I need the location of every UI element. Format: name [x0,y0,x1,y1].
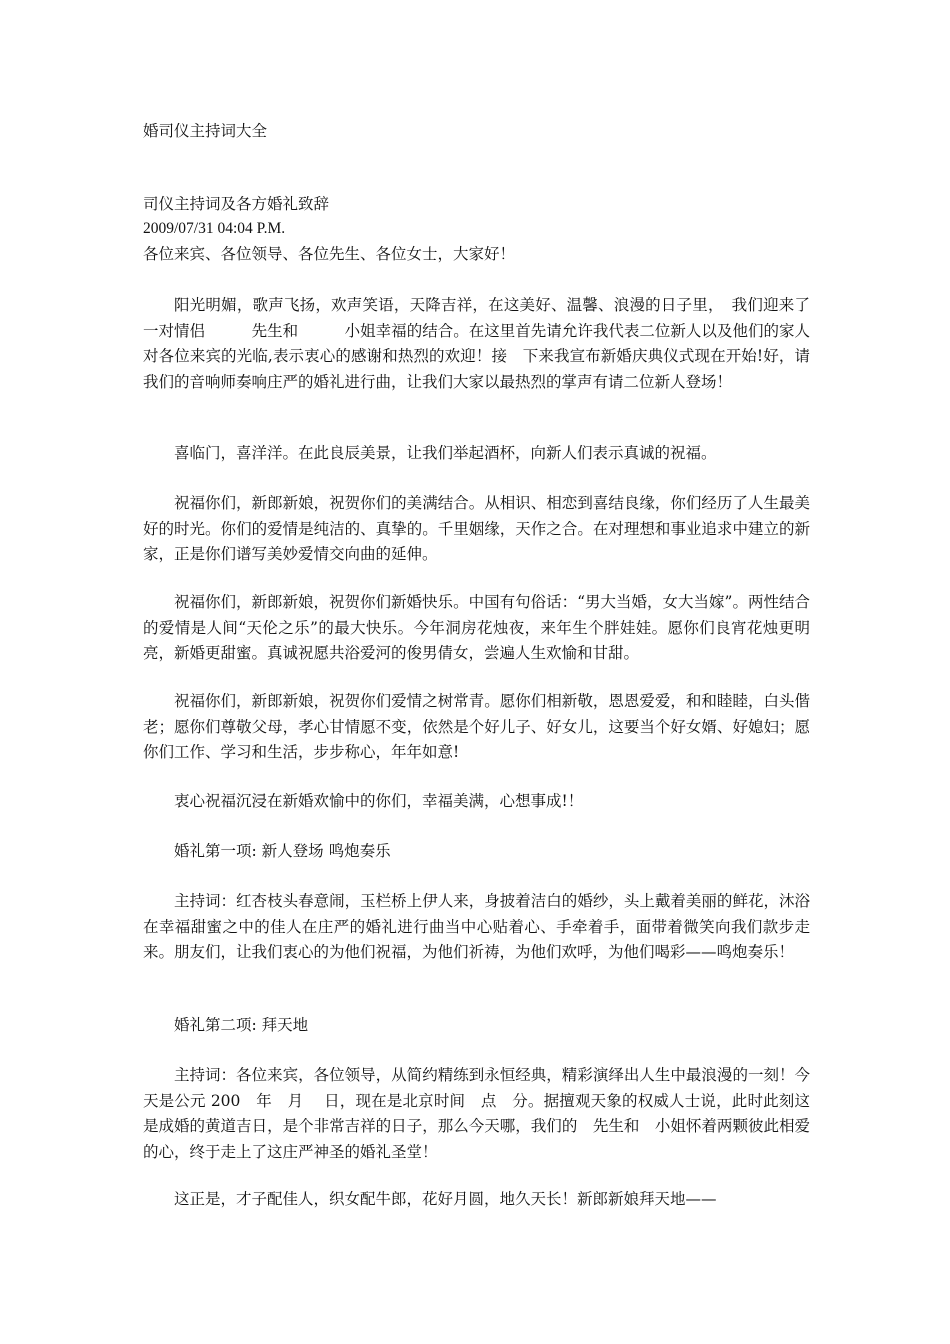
paragraph-host-1: 主持词：红杏枝头春意闹，玉栏桥上伊人来，身披着洁白的婚纱，头上戴着美丽的鲜花，沐浴在幸福甜蜜之中的佳人在庄严的婚礼进行曲当中心贴着心、手牵着手，面带着微笑向我们款步走来。朋友们，让我们衷心的为他们祝福，为他们祈祷，为他们欢呼，为他们喝彩——鸣炮奏乐！ [143,892,810,962]
greeting-line: 各位来宾、各位领导、各位先生、各位女士，大家好！ [143,245,516,263]
paragraph-wishes: 衷心祝福沉浸在新婚欢愉中的你们，幸福美满，心想事成!！ [174,792,584,810]
paragraph-opening: 阳光明媚，歌声飞扬，欢声笑语，天降吉祥，在这美好、温馨、浪漫的日子里， 我们迎来了一对情侣 先生和 小姐幸福的结合。在这里首先请允许我代表二位新人以及他们的家人对各位来宾的光临,表示衷心的感谢和热烈的欢迎！接 下来我宣布新婚庆典仪式现在开始!好，请我们的音响师奏响庄严的婚礼进行曲，让我们大家以最热烈的掌声有请二位新人登场！ [143,296,810,391]
section-heading-1: 婚礼第一项: 新人登场 鸣炮奏乐 [174,842,391,860]
paragraph-closing: 这正是，才子配佳人，织女配牛郎，花好月圆，地久天长！新郎新娘拜天地—— [174,1190,717,1208]
section-heading-2: 婚礼第二项: 拜天地 [174,1016,309,1034]
paragraph-host-2: 主持词：各位来宾，各位领导，从简约精练到永恒经典，精彩演绎出人生中最浪漫的一刻！今天是公元 200 年 月 日，现在是北京时间 点 分。据擅观天象的权威人士说，此时此刻这是成婚的黄道吉日，是个非常吉祥的日子，那么今天哪，我们的 先生和 小姐怀着两颗彼此相爱的心，终于走上了这庄严神圣的婚礼圣堂！ [143,1066,810,1161]
paragraph-toast: 喜临门，喜洋洋。在此良辰美景，让我们举起酒杯，向新人们表示真诚的祝福。 [174,444,717,462]
post-date: 2009/07/31 04:04 P.M. [143,220,286,237]
document-subtitle: 司仪主持词及各方婚礼致辞 [143,195,330,213]
paragraph-blessing-2: 祝福你们，新郎新娘，祝贺你们新婚快乐。中国有句俗话：“男大当婚，女大当嫁”。两性结合的爱情是人间“天伦之乐”的最大快乐。今年洞房花烛夜，来年生个胖娃娃。愿你们良宵花烛更明亮，新婚更甜蜜。真诚祝愿共浴爱河的俊男倩女，尝遍人生欢愉和甘甜。 [143,593,810,663]
paragraph-blessing-3: 祝福你们，新郎新娘，祝贺你们爱情之树常青。愿你们相新敬，恩恩爱爱，和和睦睦，白头偕老；愿你们尊敬父母，孝心甘情愿不变，依然是个好儿子、好女儿，这要当个好女婿、好媳妇；愿你们工作、学习和生活，步步称心，年年如意! [143,692,810,762]
paragraph-blessing-1: 祝福你们，新郎新娘，祝贺你们的美满结合。从相识、相恋到喜结良缘，你们经历了人生最美好的时光。你们的爱情是纯洁的、真挚的。千里姻缘，天作之合。在对理想和事业追求中建立的新家，正是你们谱写美妙爱情交向曲的延伸。 [143,494,810,564]
document-title: 婚司仪主持词大全 [143,122,268,140]
